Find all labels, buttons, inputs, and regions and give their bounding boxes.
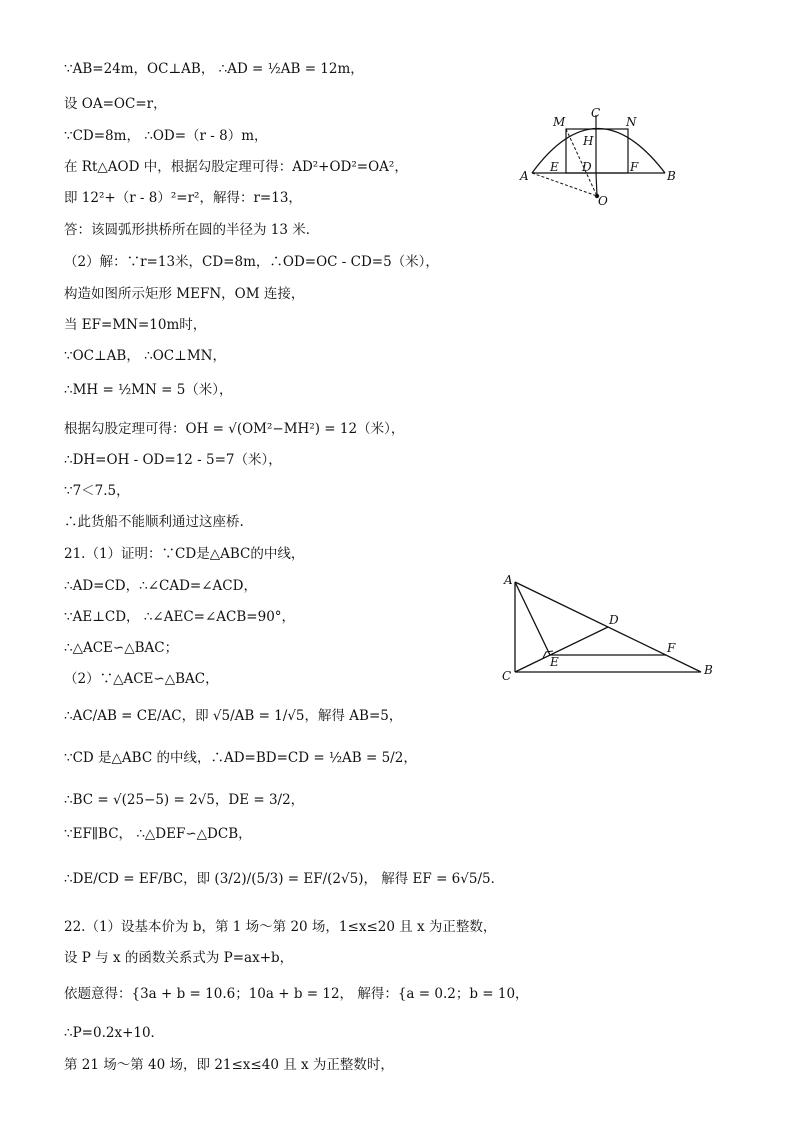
- text-line: （2）∵△ACE∽△BAC，: [64, 671, 219, 687]
- text-line: 构造如图所示矩形 MEFN，OM 连接，: [64, 286, 305, 302]
- median-CD: [515, 627, 608, 672]
- arch-bridge-figure: [510, 102, 690, 212]
- text-line: ∴DH=OH - OD=12 - 5=7（米），: [64, 452, 282, 468]
- text-line: ∵CD=8m， ∴OD=（r - 8）m，: [64, 128, 268, 144]
- text-line: ∴P=0.2x+10．: [64, 1025, 165, 1041]
- text-line: 当 EF=MN=10m时，: [64, 317, 207, 333]
- label-D: D: [609, 613, 619, 627]
- text-line: ∴DE/CD = EF/BC，即 (3/2)/(5/3) = EF/(2√5)， 解得 EF = 6√5/5．: [64, 871, 505, 887]
- text-line: 在 Rt△AOD 中，根据勾股定理可得：AD²+OD²=OA²，: [64, 159, 408, 175]
- rectangle-MEFN: [566, 129, 628, 173]
- label-M: M: [553, 115, 566, 129]
- label-D: D: [582, 160, 592, 174]
- text-line: ∴BC = √(25−5) = 2√5，DE = 3/2，: [64, 792, 305, 808]
- dashed-AO: [532, 173, 597, 196]
- label-A: A: [504, 573, 513, 587]
- text-line: 第 21 场～第 40 场，即 21≤x≤40 且 x 为正整数时，: [64, 1057, 394, 1073]
- text-line: ∵7＜7.5，: [64, 483, 130, 499]
- text-line: ∴AC/AB = CE/AC，即 √5/AB = 1/√5，解得 AB=5，: [64, 708, 403, 724]
- text-line: 依题意得：{3a + b = 10.6；10a + b = 12， 解得：{a = 0.2；b = 10，: [64, 986, 529, 1002]
- label-F: F: [667, 641, 676, 655]
- text-line: ∵OC⊥AB， ∴OC⊥MN，: [64, 348, 226, 364]
- text-line: （2）解：∵r=13米，CD=8m，∴OD=OC - CD=5（米），: [64, 254, 439, 270]
- label-A: A: [520, 169, 529, 183]
- label-E: E: [550, 655, 559, 669]
- triangle-figure: [498, 568, 723, 683]
- label-O: O: [598, 194, 608, 208]
- text-line: 设 P 与 x 的函数关系式为 P=ax+b，: [64, 950, 294, 966]
- text-line: ∵AE⊥CD， ∴∠AEC=∠ACB=90°，: [64, 609, 296, 625]
- text-line: ∴此货船不能顺利通过这座桥.: [64, 514, 244, 530]
- label-N: N: [626, 115, 637, 129]
- text-line: 设 OA=OC=r，: [64, 96, 167, 112]
- text-line: 21.（1）证明：∵CD是△ABC的中线，: [64, 546, 305, 562]
- text-line: 答：该圆弧形拱桥所在圆的半径为 13 米．: [64, 222, 320, 238]
- text-line: ∵AB=24m，OC⊥AB， ∴AD = ½AB = 12m，: [64, 61, 364, 77]
- text-line: ∵EF∥BC， ∴△DEF∽△DCB，: [64, 826, 252, 842]
- label-H: H: [583, 134, 594, 148]
- segment-DO: [596, 173, 597, 196]
- label-B: B: [667, 169, 676, 183]
- label-E: E: [550, 160, 559, 174]
- text-line: 22.（1）设基本价为 b，第 1 场～第 20 场，1≤x≤20 且 x 为正整数，: [64, 919, 497, 935]
- segment-AE: [515, 582, 550, 655]
- label-B: B: [704, 663, 713, 677]
- text-line: ∴AD=CD，∴∠CAD=∠ACD，: [64, 578, 257, 594]
- text-line: ∴△ACE∽△BAC；: [64, 640, 179, 656]
- label-C: C: [502, 669, 512, 683]
- text-line: ∴MH = ½MN = 5（米），: [64, 382, 233, 398]
- label-F: F: [630, 160, 639, 174]
- text-line: 根据勾股定理可得：OH = √(OM²−MH²) = 12（米），: [64, 421, 405, 437]
- label-C: C: [591, 106, 601, 120]
- text-line: 即 12²+（r - 8）²=r²，解得：r=13，: [64, 190, 302, 206]
- text-line: ∵CD 是△ABC 的中线，∴AD=BD=CD = ½AB = 5/2，: [64, 750, 417, 766]
